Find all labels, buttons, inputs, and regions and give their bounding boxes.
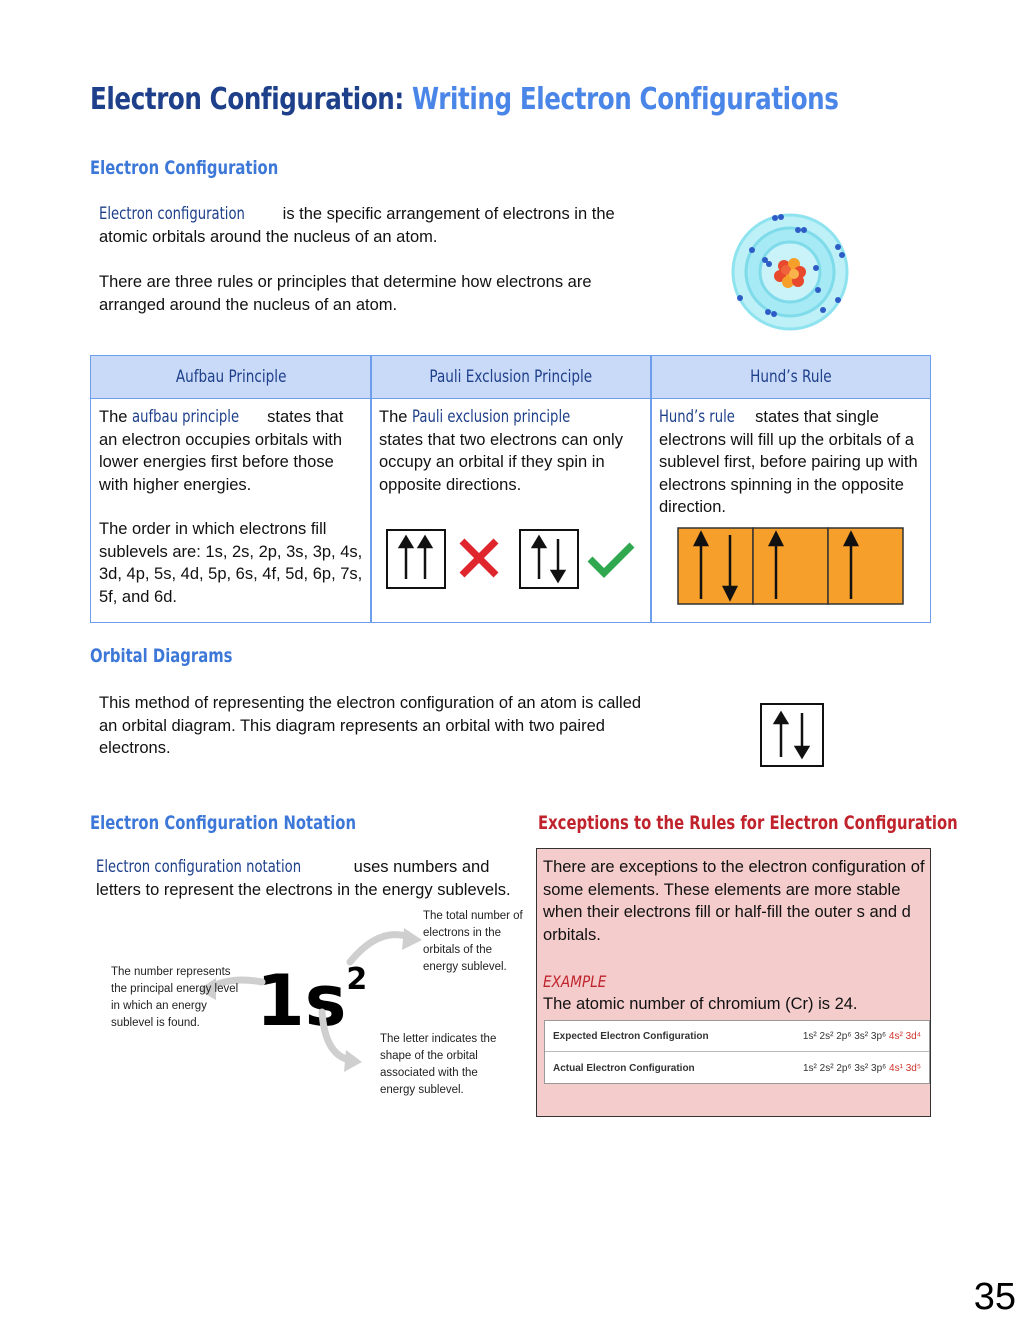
table-row: Expected Electron Configuration 1s² 2s² 2p⁶ 3s² 3p⁶ 4s² 3d⁴	[545, 1021, 929, 1052]
term-electron-configuration: Electron configuration	[99, 204, 245, 223]
aufbau-cell: The aufbau principle states that an electron occupies orbitals with lower energies first before those with higher energies. The order in which electrons fill sublevels are: 1s, 2s, 2p, 3s, 3p, 4s, 3d, 4p, 5s, 4d, 5p, 6s, 4f, 5d, 6p, 7s, 5f, and 6d.	[99, 406, 365, 608]
atom-illustration	[728, 210, 852, 334]
pauli-diagram	[386, 529, 636, 593]
notation-symbol: $1s^2$	[256, 960, 368, 1042]
sublevel-order: The order in which electrons fill sublevels are: 1s, 2s, 2p, 3s, 3p, 4s, 3d, 4p, 5s, 4d, 5p, 6s, 4f, 5d, 6p, 7s, 5f, and 6d.	[99, 520, 363, 606]
orbital-box-same-spin	[387, 530, 445, 588]
hund-diagram	[677, 527, 905, 607]
title-main: Electron Configuration:	[90, 82, 404, 117]
header-aufbau: Aufbau Principle	[91, 356, 371, 399]
orbital-paragraph: This method of representing the electron configuration of an atom is called an orbital diagram. This diagram represents an orbital with two paired electrons.	[99, 694, 642, 757]
term-notation: Electron configuration notation	[96, 857, 302, 876]
section-heading-electron-configuration: Electron Configuration	[90, 157, 279, 179]
table-row: Actual Electron Configuration 1s² 2s² 2p⁶ 3s² 3p⁶ 4s¹ 3d⁵	[553, 1063, 921, 1074]
section-heading-notation: Electron Configuration Notation	[90, 812, 357, 834]
intro-text: is the specific arrangement of electrons in the atomic orbitals around the nucleus of an atom.	[99, 205, 615, 246]
exceptions-paragraph: There are exceptions to the electron configuration of some elements. These elements are more stable when their electrons fill or half-fill the outer s and d orbitals.	[543, 858, 925, 944]
header-hund: Hund’s Rule	[651, 356, 930, 399]
orbital-box-opposite-spin	[520, 530, 578, 588]
term-hund: Hund’s rule	[659, 407, 735, 426]
callout-number: The number represents the principal energy level in which an energy sublevel is found.	[111, 966, 239, 1029]
orbital-diagram-paired	[760, 703, 824, 767]
rules-table	[90, 355, 931, 623]
header-pauli: Pauli Exclusion Principle	[371, 356, 651, 399]
title-sub: Writing Electron Configurations	[412, 82, 839, 117]
notation-paragraph: Electron configuration notation uses numbers and letters to represent the electrons in the energy sublevels.	[96, 857, 511, 899]
check-mark-icon	[590, 545, 632, 573]
callout-total: The total number of electrons in the orbitals of the energy sublevel.	[423, 910, 523, 973]
hund-cell: Hund’s rule states that single electrons will fill up the orbitals of a sublevel first, before pairing up with electrons spinning in the opposite direction.	[659, 407, 918, 516]
configuration-table	[544, 1020, 930, 1084]
rules-intro-paragraph: There are three rules or principles that determine how electrons are arranged around the nucleus of an atom.	[99, 273, 592, 314]
term-pauli: Pauli exclusion principle	[412, 407, 571, 426]
x-mark-icon	[462, 541, 496, 575]
page-title	[90, 82, 839, 117]
callout-letter: The letter indicates the shape of the orbital associated with the energy sublevel.	[380, 1033, 497, 1096]
term-aufbau: aufbau principle	[132, 407, 240, 426]
intro-paragraph	[99, 203, 639, 248]
section-heading-orbital-diagrams: Orbital Diagrams	[90, 645, 233, 667]
example-label: EXAMPLE	[543, 972, 607, 991]
section-heading-exceptions: Exceptions to the Rules for Electron Configuration	[538, 812, 958, 834]
pauli-cell: The Pauli exclusion principle states that two electrons can only occupy an orbital if they spin in opposite directions.	[379, 407, 623, 494]
example-text: The atomic number of chromium (Cr) is 24.	[543, 995, 858, 1013]
page-number: 35	[973, 1276, 1016, 1318]
